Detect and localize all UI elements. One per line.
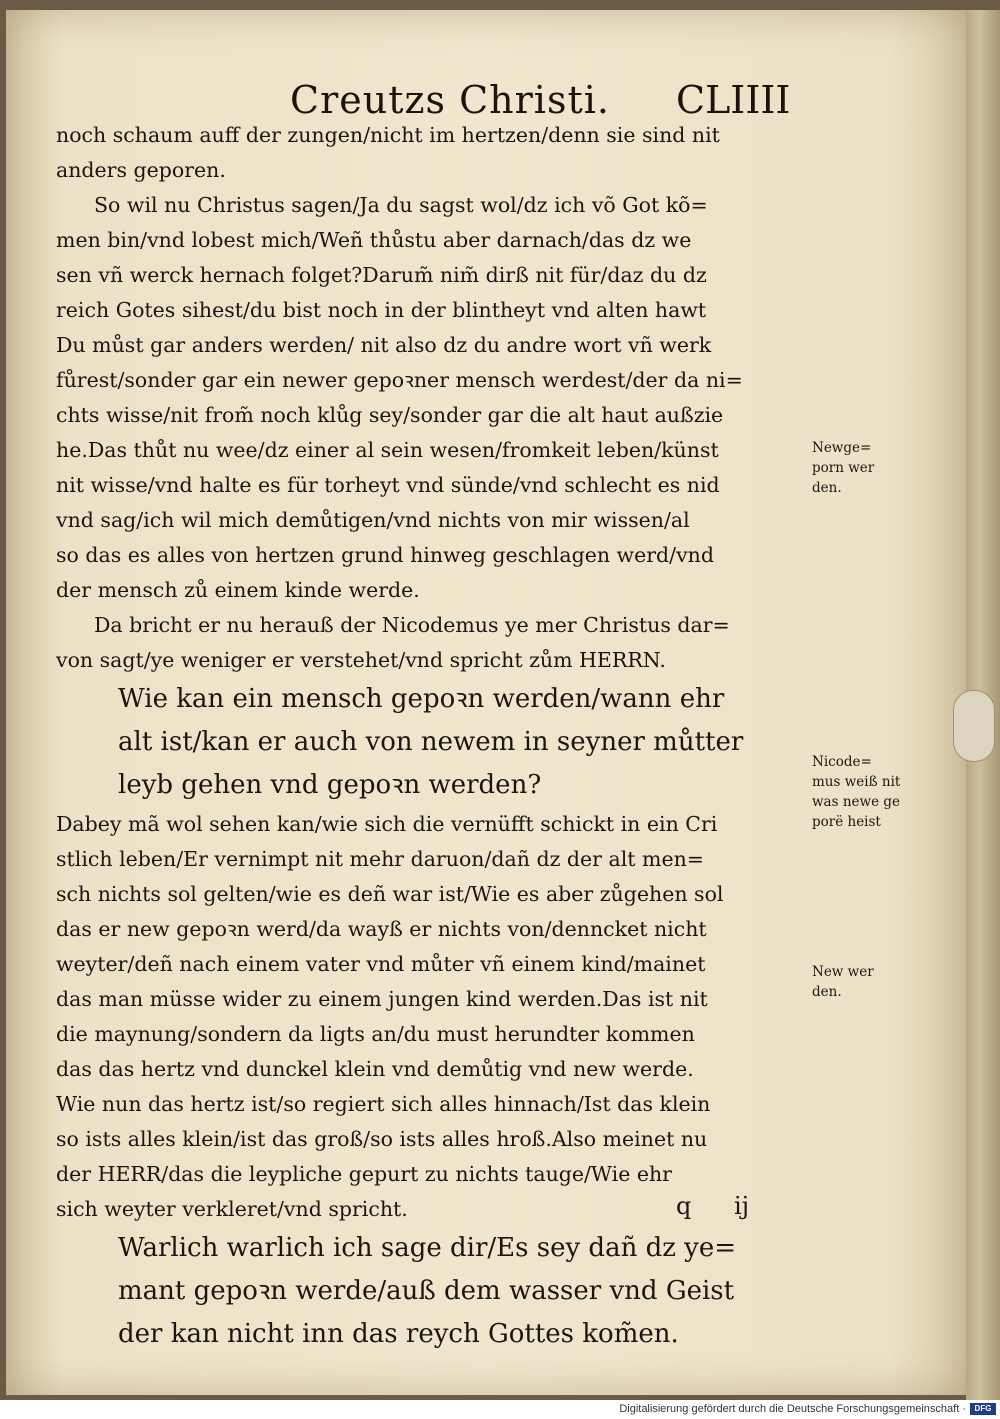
text-line: der HERR/das die leypliche gepurt zu nichts tauge/Wie ehr bbox=[56, 1162, 672, 1186]
text-line: von sagt/ye weniger er verstehet/vnd spricht zům HERRN. bbox=[56, 648, 666, 672]
text-line: sich weyter verkleret/vnd spricht. bbox=[56, 1197, 408, 1221]
page-clip bbox=[953, 690, 995, 762]
text-line: das er new gepoꝛn werd/da wayß er nichts von/denncket nicht bbox=[56, 917, 707, 941]
signature-number: ij bbox=[734, 1192, 750, 1220]
text-line: der mensch zů einem kinde werde. bbox=[56, 578, 420, 602]
scripture-quote-line: Warlich warlich ich sage dir/Es sey dañ dz ye= bbox=[118, 1233, 737, 1263]
text-line: stlich leben/Er vernimpt nit mehr daruon/dañ dz der alt men= bbox=[56, 847, 704, 871]
text-line: Dabey mã wol sehen kan/wie sich die vernüfft schickt in ein Cri bbox=[56, 812, 718, 836]
text-line: chts wisse/nit from̃ noch klůg sey/sonder gar die alt haut außzie bbox=[56, 403, 724, 427]
text-line: weyter/deñ nach einem vater vnd můter vñ einem kind/mainet bbox=[56, 952, 706, 976]
scripture-quote-line: leyb gehen vnd gepoꝛn werden? bbox=[118, 770, 542, 800]
dfg-logo: DFG bbox=[970, 1403, 996, 1415]
scripture-quote-line: Wie kan ein mensch gepoꝛn werden/wann ehr bbox=[118, 684, 725, 714]
text-line: vnd sag/ich wil mich demůtigen/vnd nichts von mir wissen/al bbox=[56, 508, 690, 532]
text-line: das das hertz vnd dunckel klein vnd demůtig vnd new werde. bbox=[56, 1057, 694, 1081]
text-line: nit wisse/vnd halte es für torheyt vnd sünde/vnd schlecht es nid bbox=[56, 473, 720, 497]
text-line: so das es alles von hertzen grund hinweg geschlagen werd/vnd bbox=[56, 543, 714, 567]
margin-note: Newge= porn wer den. bbox=[812, 440, 875, 496]
text-line: noch schaum auff der zungen/nicht im hertzen/denn sie sind nit bbox=[56, 123, 720, 147]
text-line: Wie nun das hertz ist/so regiert sich alles hinnach/Ist das klein bbox=[56, 1092, 711, 1116]
text-line: Da bricht er nu herauß der Nicodemus ye mer Christus dar= bbox=[94, 613, 730, 637]
margin-note: New wer den. bbox=[812, 964, 874, 1000]
text-line: So wil nu Christus sagen/Ja du sagst wol/dz ich võ Got kõ= bbox=[94, 193, 708, 217]
scripture-quote-line: alt ist/kan er auch von newem in seyner můtter bbox=[118, 727, 744, 757]
text-line: men bin/vnd lobest mich/Weñ thůstu aber darnach/das dz we bbox=[56, 228, 692, 252]
text-line: anders geporen. bbox=[56, 158, 226, 182]
funding-footer bbox=[0, 1400, 1000, 1419]
folio-number: CLIIII bbox=[676, 78, 791, 122]
scripture-quote-line: der kan nicht inn das reych Gottes kom̃en. bbox=[118, 1319, 679, 1349]
text-line: sen vñ werck hernach folget?Darum̃ nim̃ dirß nit für/daz du dz bbox=[56, 263, 707, 287]
text-line: Du můst gar anders werden/ nit also dz du andre wort vñ werk bbox=[56, 333, 712, 357]
scripture-quote-line: mant gepoꝛn werde/auß dem wasser vnd Geist bbox=[118, 1276, 735, 1306]
text-line: die maynung/sondern da ligts an/du must herundter kommen bbox=[56, 1022, 695, 1046]
main-text bbox=[56, 118, 801, 1356]
text-line: he.Das thůt nu wee/dz einer al sein wesen/fromkeit leben/künst bbox=[56, 438, 719, 462]
running-title: Creutzs Christi. bbox=[290, 78, 610, 122]
footer-text: Digitalisierung gefördert durch die Deutsche Forschungsgemeinschaft · bbox=[619, 1403, 966, 1415]
signature-mark: q bbox=[676, 1192, 692, 1220]
text-line: sch nichts sol gelten/wie es deñ war ist/Wie es aber zůgehen sol bbox=[56, 882, 724, 906]
text-line: reich Gotes sihest/du bist noch in der blintheyt vnd alten hawt bbox=[56, 298, 707, 322]
text-line: das man müsse wider zu einem jungen kind werden.Das ist nit bbox=[56, 987, 708, 1011]
text-line: so ists alles klein/ist das groß/so ists alles hroß.Also meinet nu bbox=[56, 1127, 708, 1151]
text-line: fůrest/sonder gar ein newer gepoꝛner mensch werdest/der da ni= bbox=[56, 368, 743, 392]
margin-note: Nicode= mus weiß nit was newe ge porë heist bbox=[812, 754, 901, 830]
